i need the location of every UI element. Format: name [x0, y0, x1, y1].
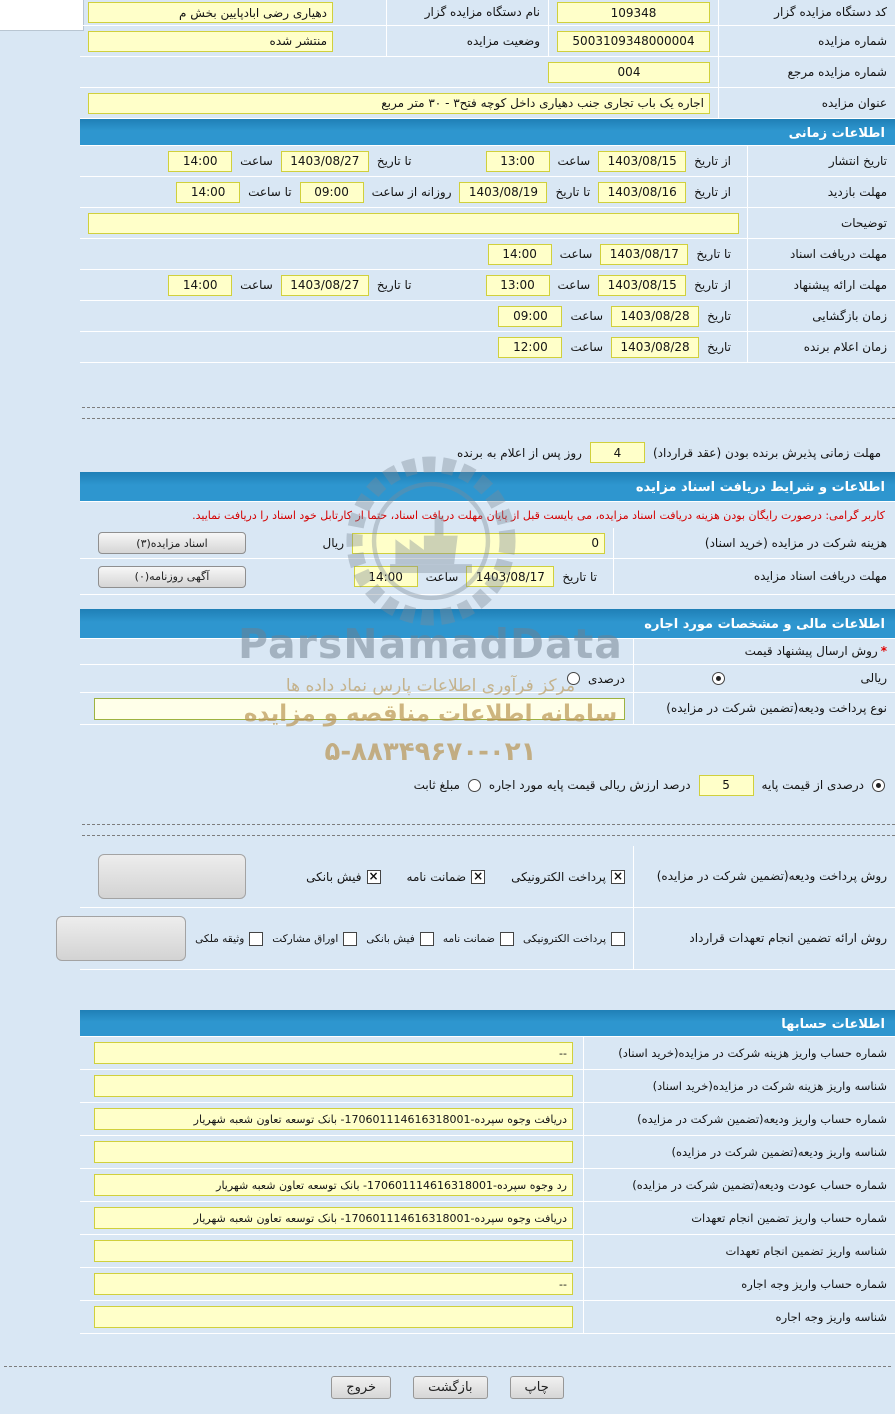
exit-button[interactable]: خروج [331, 1376, 391, 1399]
hour-caption: ساعت [425, 569, 459, 584]
docs-warning-text: کاربر گرامی: درصورت رایگان بودن هزینه دریافت اسناد مزایده، می بایست قبل از پایان مهلت دریافت اسناد، حتما از کارتابل خود اسناد را دریافت نمایید. [192, 508, 885, 522]
doc-fee-row [80, 528, 895, 559]
accounts-section-header: اطلاعات حسابها [80, 1010, 895, 1037]
account-row [80, 1070, 895, 1103]
watermark-phone: ۵-۸۸۳۴۹۶۷۰-۰۲۱ [324, 737, 537, 767]
winner-acceptance-days-input[interactable]: 4 [590, 442, 645, 463]
to-date-caption: تا تاریخ [562, 569, 597, 584]
guarantee-option-property[interactable]: وثیقه ملکی [195, 932, 263, 946]
watermark-line1: مرکز فرآوری اطلاعات پارس نماد داده ها [285, 676, 576, 696]
rial-option-label: ریالی [860, 671, 887, 685]
hour-caption: ساعت [240, 154, 273, 168]
to-date-caption: تا تاریخ [696, 247, 731, 261]
doc-receive-deadline-label: مهلت دریافت اسناد [747, 239, 895, 269]
price-method-label: روش ارسال پیشنهاد قیمت [744, 644, 878, 658]
agency-code-label: کد دستگاه مزایده گزار [718, 0, 895, 25]
title-row [80, 88, 895, 119]
visit-from-date-input[interactable]: 1403/08/16 [598, 182, 686, 203]
account-row [80, 1169, 895, 1202]
account-input[interactable]: -- [94, 1042, 573, 1064]
dashed-separator [82, 407, 895, 419]
offer-deadline-label: مهلت ارائه پیشنهاد [747, 270, 895, 300]
docs-warning-row [80, 502, 895, 528]
offer-to-date-input[interactable]: 1403/08/27 [281, 275, 369, 296]
account-label: شماره حساب واریز تضمین انجام تعهدات [583, 1202, 895, 1234]
to-hour-caption: تا ساعت [248, 185, 292, 199]
deposit-pay-option-electronic[interactable]: × پرداخت الکترونیکی [511, 870, 625, 884]
from-date-caption: از تاریخ [694, 185, 731, 199]
account-row [80, 1103, 895, 1136]
visit-to-date-input[interactable]: 1403/08/19 [459, 182, 547, 203]
deposit-type-input[interactable] [94, 698, 625, 720]
account-row [80, 1301, 895, 1334]
publish-to-date-input[interactable]: 1403/08/27 [281, 151, 369, 172]
doc-receive-time-input[interactable]: 14:00 [488, 244, 552, 265]
account-input[interactable]: دریافت وجوه سپرده-170601114616318001- بانک توسعه تعاون شعبه شهریار [94, 1108, 573, 1130]
agency-code-input[interactable]: 109348 [557, 2, 710, 23]
watermark-line2: سامانه اطلاعات مناقصه و مزایده [243, 701, 618, 727]
publish-to-time-input[interactable]: 14:00 [168, 151, 232, 172]
winner-announce-label: زمان اعلام برنده [747, 332, 895, 362]
description-row [80, 208, 895, 239]
percent-desc: درصد ارزش ریالی قیمت پایه مورد اجاره [488, 778, 691, 792]
print-button[interactable]: چاپ [510, 1376, 564, 1399]
price-method-row [80, 639, 895, 665]
rial-option[interactable] [633, 665, 895, 692]
deposit-pay-methods-row [80, 846, 895, 908]
spacer [80, 595, 895, 609]
hour-caption: ساعت [557, 154, 591, 168]
guarantee-option-bank-slip[interactable]: فیش بانکی [366, 932, 434, 946]
spacer [80, 725, 895, 770]
grey-panel[interactable] [98, 854, 246, 899]
guarantee-option-bonds[interactable]: اوراق مشارکت [272, 932, 357, 946]
status-badge: منتشر شده [88, 31, 333, 52]
price-method-options-row [80, 665, 895, 693]
publish-date-row [80, 146, 895, 177]
auction-no-label: شماره مزایده [718, 26, 895, 56]
offer-from-time-input[interactable]: 13:00 [486, 275, 550, 296]
account-label: شناسه واریز ودیعه(تضمین شرکت در مزایده) [583, 1136, 895, 1168]
back-button[interactable]: بازگشت [413, 1376, 487, 1399]
to-date-caption: تا تاریخ [555, 185, 591, 199]
doc-deadline-date-input[interactable]: 1403/08/17 [466, 566, 554, 587]
watermark-brand: ParsNamadData [238, 620, 623, 668]
guarantee-option-electronic[interactable]: پرداخت الکترونیکی [523, 932, 625, 946]
checkbox-icon [611, 932, 625, 946]
checkbox-icon [420, 932, 434, 946]
from-date-caption: از تاریخ [694, 154, 731, 168]
account-row [80, 1202, 895, 1235]
opening-time-row [80, 301, 895, 332]
spacer [80, 419, 895, 437]
auction-title-input[interactable]: اجاره یک باب تجاری جنب دهیاری داخل کوچه فتح۳ - ۳۰ متر مربع [88, 93, 710, 114]
rial-radio[interactable] [712, 672, 725, 685]
auction-no-row [80, 26, 895, 57]
agency-row [80, 0, 895, 26]
percent-option[interactable] [80, 665, 633, 692]
agency-name-label: نام دستگاه مزایده گزار [386, 0, 548, 25]
hour-caption: ساعت [559, 247, 593, 261]
to-date-caption: تا تاریخ [376, 278, 412, 292]
account-input[interactable] [94, 1075, 573, 1097]
deposit-type-label: نوع پرداخت ودیعه(تضمین شرکت در مزایده) [633, 693, 895, 724]
account-row [80, 1136, 895, 1169]
checkbox-icon [249, 932, 263, 946]
spacer [80, 800, 895, 824]
account-label: شناسه واریز وجه اجاره [583, 1301, 895, 1333]
currency-caption: ریال [322, 536, 344, 550]
financial-section-header: اطلاعات مالی و مشخصات مورد اجاره [80, 609, 895, 639]
publish-date-label: تاریخ انتشار [747, 146, 895, 176]
grey-panel[interactable] [56, 916, 186, 961]
account-label: شماره حساب واریز ودیعه(تضمین شرکت در مزایده) [583, 1103, 895, 1135]
winner-announce-date-input[interactable]: 1403/08/28 [611, 337, 699, 358]
opening-time-label: زمان بازگشایی [747, 301, 895, 331]
account-input[interactable]: رد وجوه سپرده-170601114616318001- بانک توسعه تعاون شعبه شهریار [94, 1174, 573, 1196]
spacer [80, 970, 895, 1010]
deposit-pay-option-guarantee-letter[interactable]: × ضمانت نامه [407, 870, 486, 884]
visit-deadline-label: مهلت بازدید [747, 177, 895, 207]
publish-from-date-input[interactable]: 1403/08/15 [598, 151, 686, 172]
winner-acceptance-row [80, 437, 895, 468]
newspaper-ad-button[interactable]: آگهی روزنامه(۰) [98, 566, 246, 588]
hour-caption: ساعت [240, 278, 273, 292]
doc-deadline-row [80, 559, 895, 595]
description-input[interactable] [88, 213, 739, 234]
opening-time-input[interactable]: 09:00 [498, 306, 562, 327]
date-caption: تاریخ [707, 340, 731, 354]
daily-from-hour-caption: روزانه از ساعت [371, 185, 452, 199]
percent-radio[interactable] [567, 672, 580, 685]
to-date-caption: تا تاریخ [376, 154, 412, 168]
auction-no-input[interactable]: 5003109348000004 [557, 31, 710, 52]
account-label: شناسه واریز هزینه شرکت در مزایده(خرید اسناد) [583, 1070, 895, 1102]
account-label: شماره حساب عودت ودیعه(تضمین شرکت در مزایده) [583, 1169, 895, 1201]
doc-fee-input[interactable]: 0 [352, 533, 605, 554]
doc-receive-date-input[interactable]: 1403/08/17 [600, 244, 688, 265]
winner-acceptance-label: مهلت زمانی پذیرش برنده بودن (عقد قرارداد) [652, 445, 881, 460]
status-label: وضعیت مزایده [386, 26, 548, 56]
checkbox-checked-icon [471, 870, 485, 884]
auction-docs-button[interactable]: اسناد مزایده(۳) [98, 532, 246, 554]
dashed-separator [82, 824, 895, 836]
deposit-percent-row [80, 770, 895, 800]
dashed-separator [4, 1366, 891, 1367]
guarantee-label: روش ارائه تضمین انجام تعهدات قرارداد [633, 908, 895, 969]
checkbox-checked-icon [367, 870, 381, 884]
opening-date-input[interactable]: 1403/08/28 [611, 306, 699, 327]
account-row [80, 1037, 895, 1070]
ref-no-label: شماره مزایده مرجع [718, 57, 895, 87]
deposit-pay-option-bank-slip[interactable]: × فیش بانکی [306, 870, 380, 884]
account-input[interactable]: -- [94, 1273, 573, 1295]
percent-value-input[interactable]: 5 [699, 775, 754, 796]
spacer [80, 363, 895, 407]
doc-receive-deadline-row [80, 239, 895, 270]
account-input[interactable]: دریافت وجوه سپرده-170601114616318001- بانک توسعه تعاون شعبه شهریار [94, 1207, 573, 1229]
price-method-label-cell [633, 639, 895, 664]
checkbox-icon [343, 932, 357, 946]
offer-to-time-input[interactable]: 14:00 [168, 275, 232, 296]
checkbox-checked-icon [611, 870, 625, 884]
winner-acceptance-suffix: روز پس از اعلام به برنده [456, 445, 582, 460]
fixed-amount-radio[interactable] [468, 779, 481, 792]
account-input[interactable] [94, 1306, 573, 1328]
hour-caption: ساعت [570, 309, 604, 323]
account-label: شماره حساب واریز وجه اجاره [583, 1268, 895, 1300]
offer-deadline-row [80, 270, 895, 301]
title-label: عنوان مزایده [718, 88, 895, 118]
doc-fee-label: هزینه شرکت در مزایده (خرید اسناد) [613, 528, 895, 558]
agency-name-input[interactable]: دهیاری رضی ابادپایین بخش م [88, 2, 333, 23]
docs-section-header: اطلاعات و شرایط دریافت اسناد مزایده [80, 472, 895, 502]
account-row [80, 1235, 895, 1268]
doc-deadline-label: مهلت دریافت اسناد مزایده [613, 559, 895, 594]
spacer [80, 836, 895, 846]
winner-announce-time-input[interactable]: 12:00 [498, 337, 562, 358]
publish-from-time-input[interactable]: 13:00 [486, 151, 550, 172]
deposit-type-row [80, 693, 895, 725]
auction-form [80, 0, 895, 1334]
hour-caption: ساعت [557, 278, 591, 292]
visit-from-time-input[interactable]: 09:00 [300, 182, 364, 203]
visit-deadline-row [80, 177, 895, 208]
account-input[interactable] [94, 1141, 573, 1163]
ref-no-row [80, 57, 895, 88]
guarantee-option-guarantee-letter[interactable]: ضمانت نامه [443, 932, 514, 946]
account-label: شماره حساب واریز هزینه شرکت در مزایده(خرید اسناد) [583, 1037, 895, 1069]
winner-announce-row [80, 332, 895, 363]
deposit-pay-label: روش پرداخت ودیعه(تضمین شرکت در مزایده) [633, 846, 895, 907]
description-label: توضیحات [747, 208, 895, 238]
top-left-box [0, 0, 84, 31]
time-section-header: اطلاعات زمانی [80, 119, 895, 146]
offer-from-date-input[interactable]: 1403/08/15 [598, 275, 686, 296]
date-caption: تاریخ [707, 309, 731, 323]
percent-option-label: درصدی [587, 671, 625, 686]
hour-caption: ساعت [570, 340, 604, 354]
visit-to-time-input[interactable]: 14:00 [176, 182, 240, 203]
page-footer [0, 1366, 895, 1414]
required-asterisk: * [880, 644, 887, 658]
ref-no-input[interactable]: 004 [548, 62, 710, 83]
account-row [80, 1268, 895, 1301]
guarantee-methods-row [80, 908, 895, 970]
checkbox-icon [500, 932, 514, 946]
account-input[interactable] [94, 1240, 573, 1262]
fixed-amount-label: مبلغ ثابت [413, 778, 460, 792]
doc-deadline-time-input[interactable]: 14:00 [354, 566, 418, 587]
account-label: شناسه واریز تضمین انجام تعهدات [583, 1235, 895, 1267]
percent-base-radio[interactable] [872, 779, 885, 792]
from-date-caption: از تاریخ [694, 278, 731, 292]
percent-base-label: درصدی از قیمت پایه [761, 778, 864, 792]
